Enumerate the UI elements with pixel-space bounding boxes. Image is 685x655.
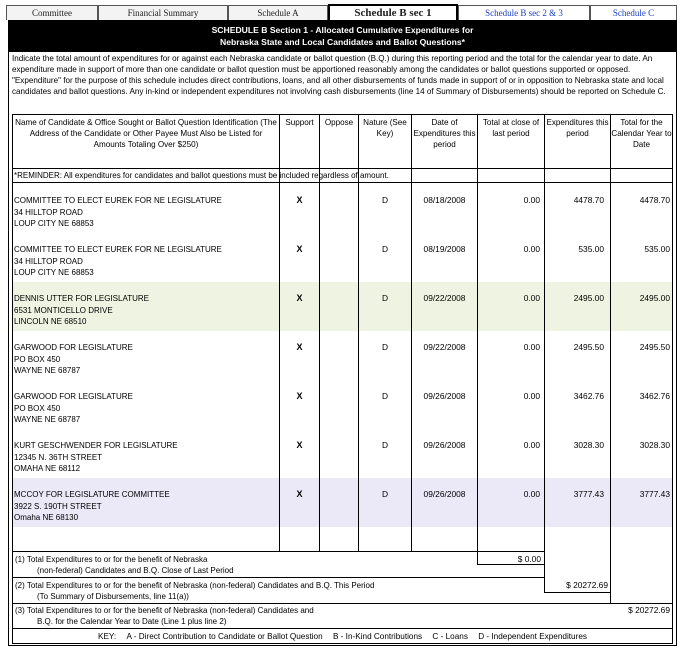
cell-total-year: 535.00 [644,244,670,254]
key-a: A - Direct Contribution to Candidate or Ballot Question [126,632,323,641]
cell-support: X [296,440,303,450]
header-oppose: Oppose [324,118,354,127]
payee-info [14,489,170,524]
cell-total-year: 3028.30 [639,440,670,450]
total-line-3-text-a: (3) Total Expenditures to or for the benefit of Nebraska (non-federal) Candidates and [15,606,314,615]
tab-financial-summary[interactable]: Financial Summary [98,5,228,20]
cell-support: X [296,391,303,401]
payee-address: PO BOX 450 [14,403,61,413]
schedule-b-sheet [8,20,677,646]
cell-support: X [296,195,303,205]
cell-date: 08/19/2008 [423,244,466,254]
cell-date: 09/26/2008 [423,440,466,450]
instructions-text: Indicate the total amount of expenditures for or against each Nebraska candidate or ballot question (B.Q.) during this reporting period and the total for the calendar year to date. An expenditure made in support of more than one candidate or ballot question must be apportioned reasonably among the candidates or ballot questions supported or opposed. "Expenditure" for the purpose of this schedule includes direct contributions, loans, and all other disbursements of funds made in support of or in opposition to Nebraska state and local candidates and ballot questions. Any in-kind or independent expenditures not involving cash disbursements (line 14 of Summary of Disbursements) should be reported on Schedule C. [12,54,666,96]
total-line-2-text-a: (2) Total Expenditures to or for the benefit of Nebraska (non-federal) Candidates and B.Q. This Period [15,581,375,590]
tab-committee[interactable]: Committee [6,5,98,20]
payee-address: WAYNE NE 68787 [14,415,81,424]
cell-total-close: 0.00 [523,489,540,499]
payee-address: PO BOX 450 [14,354,61,364]
tab-schedule-c[interactable]: Schedule C [590,5,677,20]
header-nature: Nature (See Key) [363,118,407,138]
cell-total-year: 3777.43 [639,489,670,499]
total-line-1-text-a: (1) Total Expenditures to or for the benefit of Nebraska [15,555,208,564]
payee-address: LINCOLN NE 68510 [14,317,87,326]
cell-nature: D [381,489,389,499]
cell-total-year: 3462.76 [639,391,670,401]
cell-exp-period: 2495.00 [573,293,604,303]
nature-key [13,632,672,641]
payee-address: 34 HILLTOP ROAD [14,256,83,266]
total-line-1-text-b: (non-federal) Candidates and B.Q. Close of Last Period [37,566,234,575]
payee-name: COMMITTEE TO ELECT EUREK FOR NE LEGISLATURE [14,245,222,254]
payee-name: GARWOOD FOR LEGISLATURE [14,392,133,401]
schedule-title [9,21,676,52]
expenditure-row [13,184,672,233]
cell-total-close: 0.00 [523,440,540,450]
cell-nature: D [381,391,389,401]
key-b: B - In-Kind Contributions [332,632,423,641]
cell-total-close: 0.00 [523,244,540,254]
payee-name: GARWOOD FOR LEGISLATURE [14,343,133,352]
cell-nature: D [381,342,389,352]
cell-nature: D [381,195,389,205]
cell-total-close: 0.00 [523,391,540,401]
expenditure-row [13,478,672,527]
cell-date: 09/22/2008 [423,293,466,303]
total-line-1-value: $ 0.00 [517,554,541,564]
cell-total-close: 0.00 [523,293,540,303]
cell-date: 09/22/2008 [423,342,466,352]
tab-schedule-b-sec-1[interactable]: Schedule B sec 1 [328,4,458,20]
cell-support: X [296,489,303,499]
cell-date: 09/26/2008 [423,391,466,401]
total-line-2 [15,580,543,602]
header-payee: Name of Candidate & Office Sought or Ballot Question Identification (The Address of the Candidate or Other Payee Must Also be Listed for Amounts Totaling Over $250) [15,118,277,149]
payee-info [14,391,133,426]
payee-address: 34 HILLTOP ROAD [14,207,83,217]
key-c: C - Loans [432,632,468,641]
payee-address: LOUP CITY NE 68853 [14,219,94,228]
expenditure-row [13,233,672,282]
payee-address: 12345 N. 36TH STREET [14,452,103,462]
payee-address: 6531 MONTICELLO DRIVE [14,305,113,315]
header-total-year: Total for the Calendar Year to Date [611,118,672,149]
payee-info [14,244,222,279]
cell-nature: D [381,244,389,254]
total-line-3-value: $ 20272.69 [628,605,670,615]
payee-name: COMMITTEE TO ELECT EUREK FOR NE LEGISLATURE [14,196,222,205]
expenditure-row [13,380,672,429]
cell-exp-period: 3462.76 [573,391,604,401]
payee-info [14,195,222,230]
header-date: Date of Expenditures this period [413,118,476,149]
payee-name: KURT GESCHWENDER FOR LEGISLATURE [14,441,178,450]
cell-total-year: 2495.50 [639,342,670,352]
key-d: D - Independent Expenditures [478,632,587,641]
header-support: Support [285,118,314,127]
key-label: KEY: [98,632,117,641]
cell-nature: D [381,293,389,303]
total-line-1 [15,554,475,576]
total-line-3 [15,605,609,627]
payee-address: LOUP CITY NE 68853 [14,268,94,277]
payee-name: DENNIS UTTER FOR LEGISLATURE [14,294,149,303]
payee-address: 3922 S. 190TH STREET [14,501,102,511]
reminder-text: *REMINDER: All expenditures for candidates and ballot questions must be included regardless of amount. [14,171,389,180]
header-expenditures-period: Expenditures this period [546,118,609,138]
tab-schedule-a[interactable]: Schedule A [228,5,328,20]
cell-total-year: 2495.00 [639,293,670,303]
cell-total-year: 4478.70 [639,195,670,205]
expenditure-table [12,114,673,644]
cell-date: 08/18/2008 [423,195,466,205]
payee-name: MCCOY FOR LEGISLATURE COMMITTEE [14,490,170,499]
payee-address: WAYNE NE 68787 [14,366,81,375]
payee-info [14,342,133,377]
schedule-tab-bar [6,5,677,20]
expenditure-row [13,429,672,478]
cell-exp-period: 4478.70 [573,195,604,205]
cell-date: 09/26/2008 [423,489,466,499]
cell-support: X [296,293,303,303]
cell-exp-period: 2495.50 [573,342,604,352]
payee-address: OMAHA NE 68112 [14,464,81,473]
total-line-2-value: $ 20272.69 [566,580,608,590]
cell-total-close: 0.00 [523,342,540,352]
schedule-title-line1: SCHEDULE B Section 1 - Allocated Cumulative Expenditures for [211,25,474,35]
payee-address: Omaha NE 68130 [14,513,79,522]
total-line-2-text-b: (To Summary of Disbursements, line 11(a)) [37,592,189,601]
cell-support: X [296,342,303,352]
total-line-3-text-b: B.Q. for the Calendar Year to Date (Line 1 plus line 2) [37,617,227,626]
cell-nature: D [381,440,389,450]
cell-total-close: 0.00 [523,195,540,205]
cell-support: X [296,244,303,254]
cell-exp-period: 3028.30 [573,440,604,450]
payee-info [14,293,149,328]
payee-info [14,440,178,475]
expenditure-row [13,282,672,331]
schedule-title-line2: Nebraska State and Local Candidates and Ballot Questions* [220,37,465,47]
cell-exp-period: 3777.43 [573,489,604,499]
tab-schedule-b-sec-2-3[interactable]: Schedule B sec 2 & 3 [458,5,590,20]
expenditure-row [13,331,672,380]
cell-exp-period: 535.00 [578,244,604,254]
header-total-close: Total at close of last period [482,118,540,138]
